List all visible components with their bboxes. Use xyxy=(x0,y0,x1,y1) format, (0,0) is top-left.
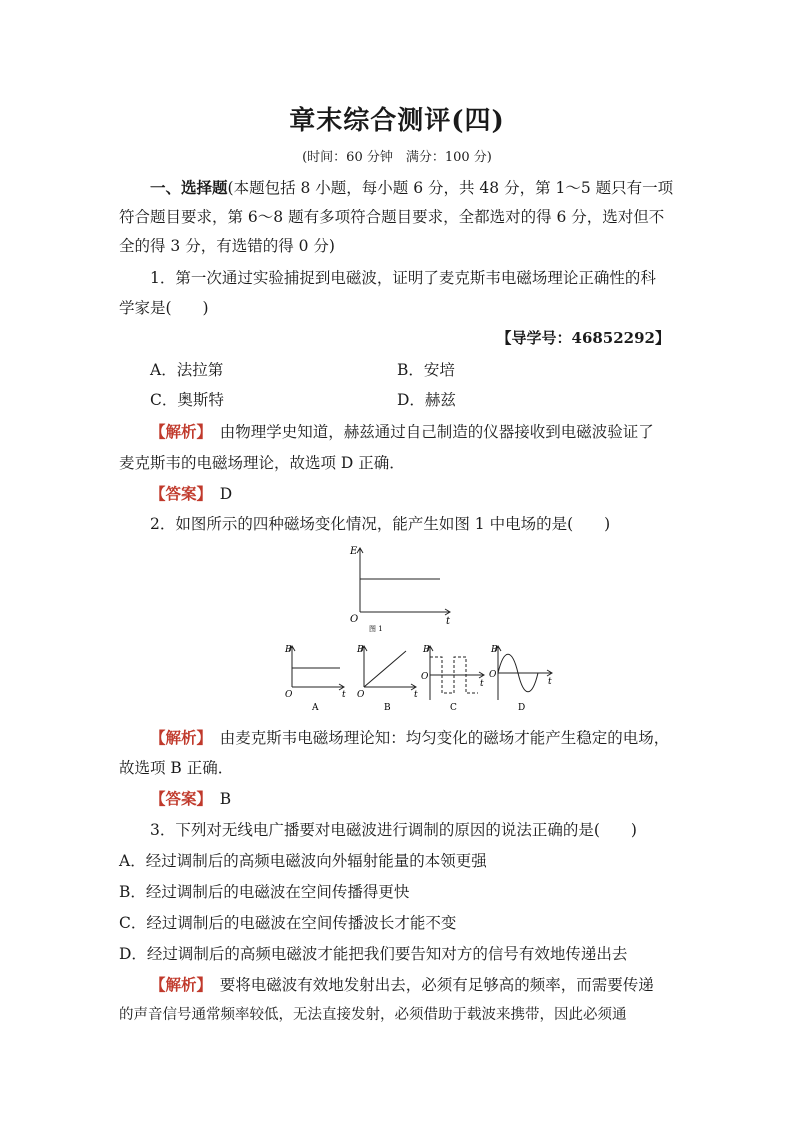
graph-b xyxy=(361,646,416,690)
q1-answer: D xyxy=(204,485,233,503)
q1-option-d: D．赫兹 xyxy=(397,391,456,409)
q1-option-b: B．安培 xyxy=(397,361,455,379)
graph-a-origin: O xyxy=(285,690,293,700)
q2-analysis-line-1 xyxy=(150,726,669,748)
q2-analysis-tag: 【解析】 xyxy=(150,728,205,747)
q2-answer: B xyxy=(204,790,232,808)
q1-answer-line xyxy=(150,482,232,504)
graph-b-linear-b xyxy=(364,651,406,687)
graph-d xyxy=(495,646,552,700)
figure-1-e-t-graph xyxy=(357,548,450,615)
q3-analysis-2: 的声音信号通常频率较低，无法直接发射，必须借助于载波来携带，因此必须通 xyxy=(119,1007,627,1023)
fig1-t-label: t xyxy=(446,616,451,627)
graph-b-t-label: t xyxy=(414,690,418,700)
q1-stem-1: 1．第一次通过实验捕捉到电磁波，证明了麦克斯韦电磁场理论正确性的科 xyxy=(150,269,656,287)
graph-a-b-label: B xyxy=(285,645,292,655)
q3-option-b: B．经过调制后的电磁波在空间传播得更快 xyxy=(119,883,410,901)
q3-option-d: D．经过调制后的高频电磁波才能把我们要告知对方的信号有效地传递出去 xyxy=(119,945,628,963)
graph-d-label: D xyxy=(518,703,526,713)
fig1-e-label: E xyxy=(350,546,358,557)
q2-stem: 2．如图所示的四种磁场变化情况，能产生如图 1 中电场的是( ) xyxy=(150,515,611,533)
q1-answer-tag: 【答案】 xyxy=(150,484,205,503)
q2-answer-tag: 【答案】 xyxy=(150,789,205,808)
q1-option-a: A．法拉第 xyxy=(150,361,224,379)
fig1-origin-label: O xyxy=(350,614,359,625)
page-title: 章末综合测评(四) xyxy=(289,106,505,136)
q3-option-a: A．经过调制后的高频电磁波向外辐射能量的本领更强 xyxy=(119,852,487,870)
graph-c-label: C xyxy=(450,703,457,713)
graph-b-label: B xyxy=(384,703,391,713)
q1-analysis-tag: 【解析】 xyxy=(150,422,205,441)
section-intro-1: (本题包括 8 小题，每小题 6 分，共 48 分，第 1～5 题只有一项 xyxy=(227,179,674,197)
graph-c-origin: O xyxy=(421,672,429,682)
graph-c-b-label: B xyxy=(423,645,430,655)
q3-option-c: C．经过调制后的电磁波在空间传播波长才能不变 xyxy=(119,914,457,932)
page-subtitle: (时间：60 分钟 满分：100 分) xyxy=(302,150,492,165)
q1-guide-number: 【导学号：46852292】 xyxy=(496,329,670,347)
graph-c xyxy=(427,646,484,700)
section-heading: 一、选择题 xyxy=(150,178,228,197)
q2-answer-line xyxy=(150,787,231,809)
section-intro-line-1 xyxy=(150,176,673,198)
q1-analysis-2: 麦克斯韦的电磁场理论，故选项 D 正确． xyxy=(119,454,405,472)
graph-b-origin: O xyxy=(357,690,365,700)
graph-d-t-label: t xyxy=(548,677,552,687)
section-intro-2: 符合题目要求，第 6～8 题有多项符合题目要求，全都选对的得 6 分，选对但不 xyxy=(119,208,665,226)
q2-analysis-2: 故选项 B 正确． xyxy=(119,759,234,777)
graph-c-t-label: t xyxy=(480,679,484,689)
q1-option-c: C．奥斯特 xyxy=(150,391,224,409)
graph-d-b-label: B xyxy=(491,645,498,655)
q3-analysis-line-1 xyxy=(150,973,654,995)
section-intro-3: 全的得 3 分，有选错的得 0 分) xyxy=(119,237,335,255)
q1-analysis-1: 由物理学史知道，赫兹通过自己制造的仪器接收到电磁波验证了 xyxy=(204,423,654,441)
fig1-caption: 图 1 xyxy=(369,625,383,633)
q3-stem: 3．下列对无线电广播要对电磁波进行调制的原因的说法正确的是( ) xyxy=(150,821,637,839)
q3-analysis-tag: 【解析】 xyxy=(150,975,205,994)
graph-d-origin: O xyxy=(489,670,497,680)
graph-a-t-label: t xyxy=(342,690,346,700)
q2-figure xyxy=(280,540,560,715)
q3-analysis-1: 要将电磁波有效地发射出去，必须有足够高的频率，而需要传递 xyxy=(204,976,654,994)
q1-analysis-line-1 xyxy=(150,420,654,442)
q2-analysis-1: 由麦克斯韦电磁场理论知：均匀变化的磁场才能产生稳定的电场， xyxy=(204,729,670,747)
graph-a-label: A xyxy=(312,703,319,713)
graph-a xyxy=(289,646,344,690)
q1-stem-2: 学家是( ) xyxy=(119,299,209,317)
graph-b-b-label: B xyxy=(357,645,364,655)
